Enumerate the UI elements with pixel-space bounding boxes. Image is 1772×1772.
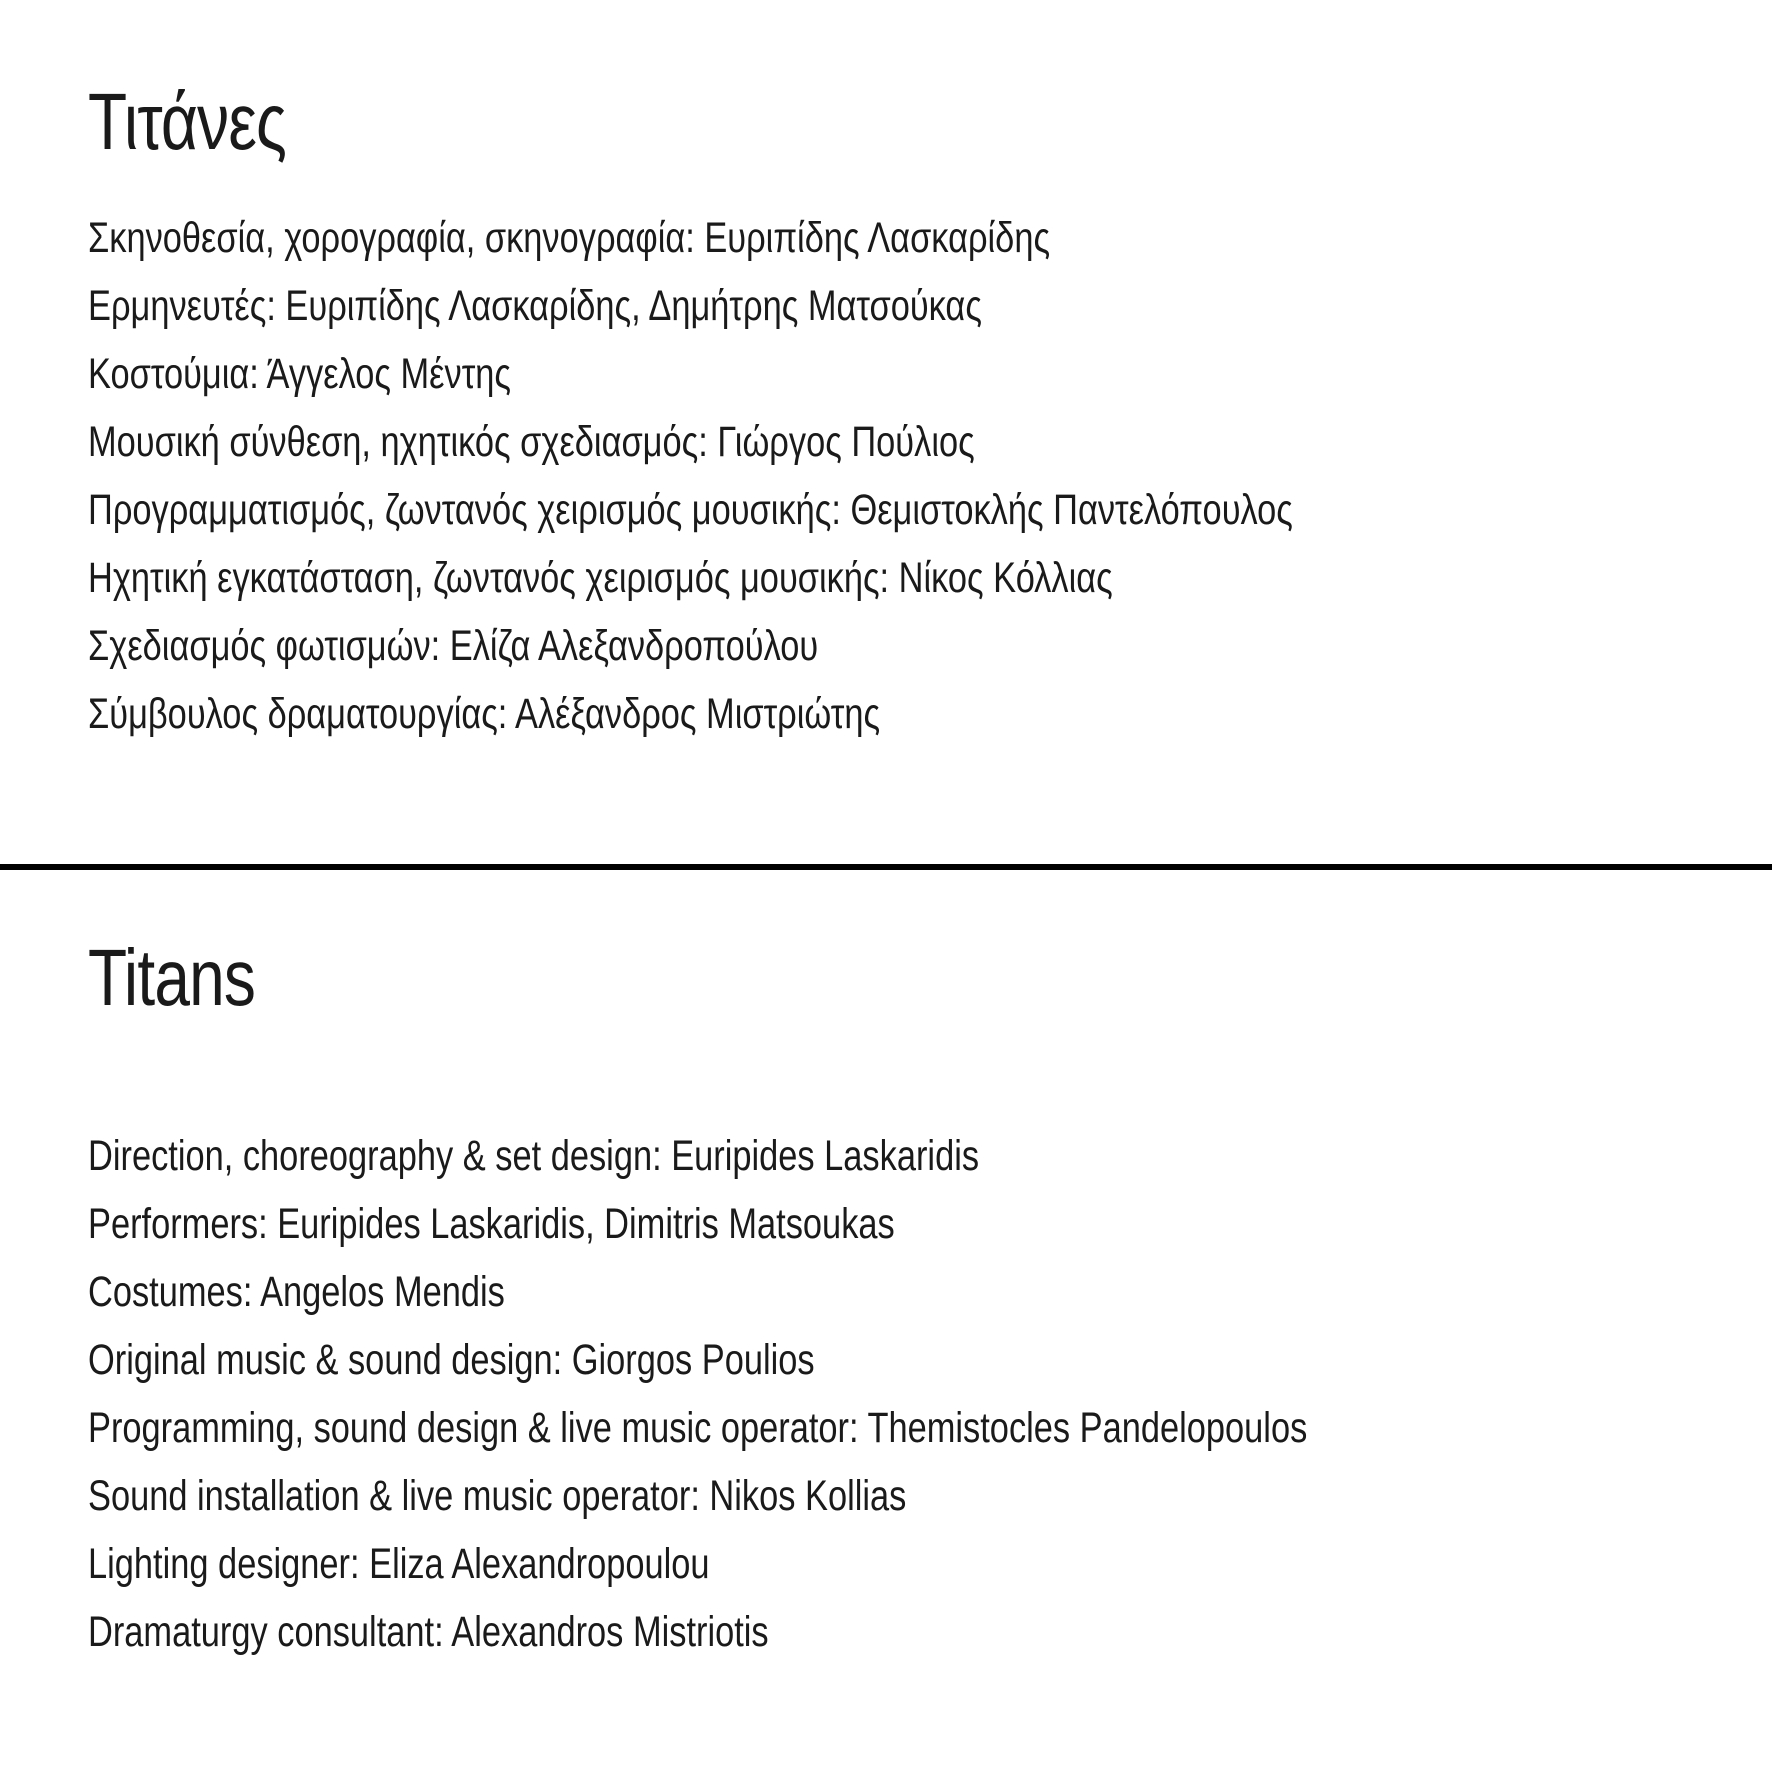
greek-credit-line: Σχεδιασμός φωτισμών: Ελίζα Αλεξανδροπούλου xyxy=(88,622,819,670)
greek-credits-section xyxy=(88,62,1712,748)
greek-credit-line: Σύμβουλος δραματουργίας: Αλέξανδρος Μιστριώτης xyxy=(88,690,881,738)
english-credit-line: Direction, choreography & set design: Euripides Laskaridis xyxy=(88,1132,980,1180)
english-credits-section xyxy=(88,918,1712,1666)
section-divider xyxy=(0,864,1772,870)
greek-title: Τιτάνες xyxy=(88,77,287,166)
greek-credit-line: Μουσική σύνθεση, ηχητικός σχεδιασμός: Γιώργος Πούλιος xyxy=(88,418,975,466)
english-credit-line: Programming, sound design & live music operator: Themistocles Pandelopoulos xyxy=(88,1404,1308,1452)
english-credit-line: Performers: Euripides Laskaridis, Dimitris Matsoukas xyxy=(88,1200,895,1248)
english-credit-line: Lighting designer: Eliza Alexandropoulou xyxy=(88,1540,710,1588)
greek-credit-line: Ηχητική εγκατάσταση, ζωντανός χειρισμός μουσικής: Νίκος Κόλλιας xyxy=(88,554,1113,602)
english-credit-line: Costumes: Angelos Mendis xyxy=(88,1268,505,1316)
english-credits-list xyxy=(88,1122,1712,1666)
greek-credit-line: Ερμηνευτές: Ευριπίδης Λασκαρίδης, Δημήτρης Ματσούκας xyxy=(88,282,982,330)
english-title: Titans xyxy=(88,933,256,1022)
greek-credit-line: Κοστούμια: Άγγελος Μέντης xyxy=(88,350,512,398)
greek-credits-list xyxy=(88,204,1712,748)
english-credit-line: Original music & sound design: Giorgos Poulios xyxy=(88,1336,815,1384)
english-credit-line: Dramaturgy consultant: Alexandros Mistriotis xyxy=(88,1608,769,1656)
greek-credit-line: Σκηνοθεσία, χορογραφία, σκηνογραφία: Ευριπίδης Λασκαρίδης xyxy=(88,214,1051,262)
greek-credit-line: Προγραμματισμός, ζωντανός χειρισμός μουσικής: Θεμιστοκλής Παντελόπουλος xyxy=(88,486,1293,534)
english-credit-line: Sound installation & live music operator: Nikos Kollias xyxy=(88,1472,907,1520)
